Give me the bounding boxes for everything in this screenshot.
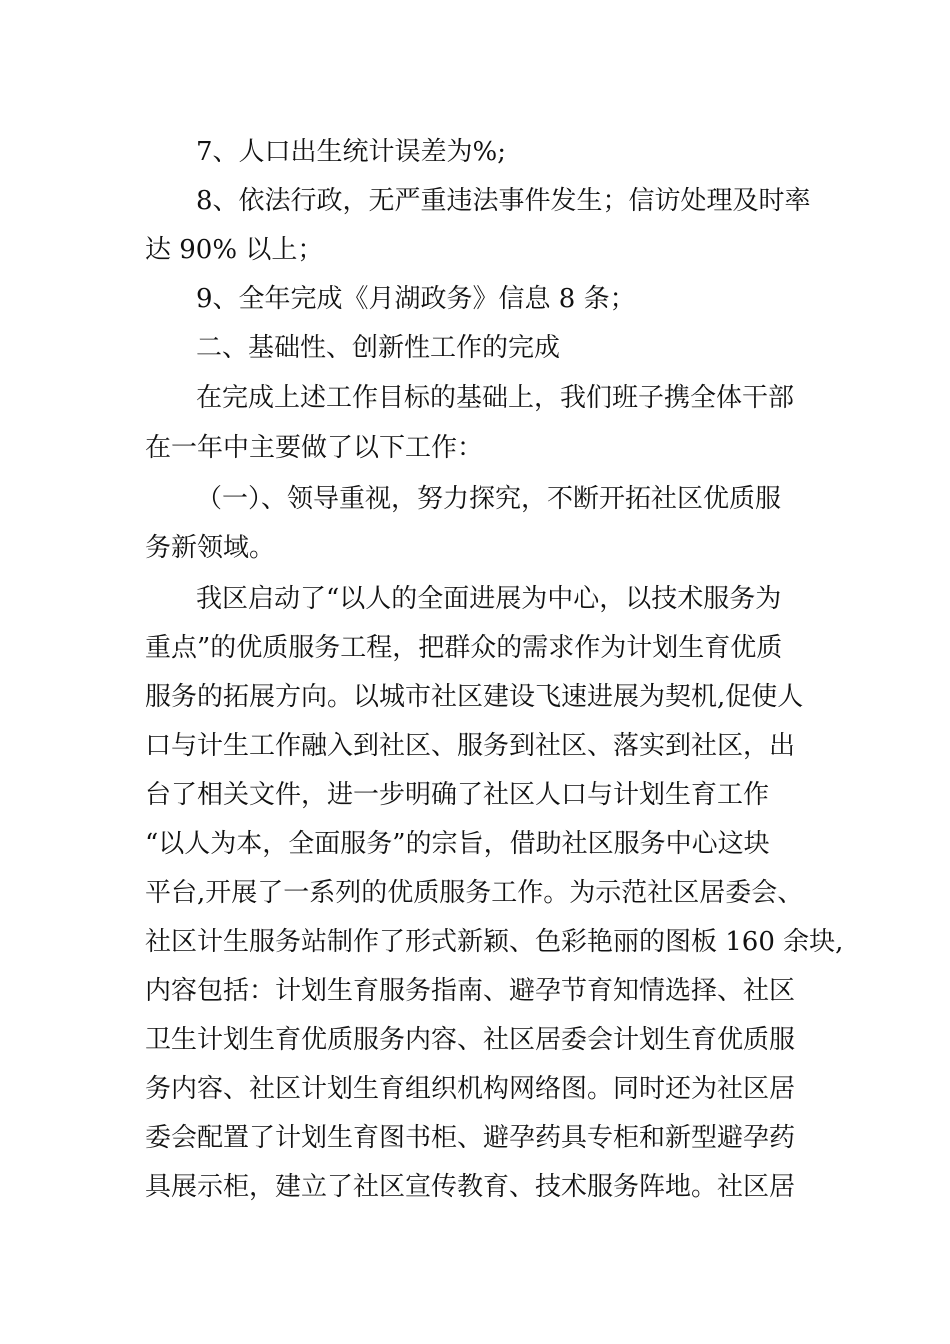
text-line: 台了相关文件，进一步明确了社区人口与计划生育工作 (145, 780, 770, 810)
text-line: 9、全年完成《月湖政务》信息 8 条； (196, 284, 636, 314)
subsection-heading: （一）、领导重视，努力探究，不断开拓社区优质服 (196, 484, 782, 514)
section-heading: 二、基础性、创新性工作的完成 (196, 333, 561, 363)
text-line: “以人为本，全面服务”的宗旨，借助社区服务中心这块 (145, 829, 770, 859)
subsection-heading: 务新领域。 (145, 533, 276, 563)
text-line: 平台,开展了一系列的优质服务工作。为示范社区居委会、 (145, 878, 804, 908)
text-line: 内容包括：计划生育服务指南、避孕节育知情选择、社区 (145, 976, 796, 1006)
text-line: 社区计生服务站制作了形式新颖、色彩艳丽的图板 160 余块, (145, 927, 844, 957)
text-line: 8、依法行政，无严重违法事件发生；信访处理及时率 (196, 186, 811, 216)
text-line: 口与计生工作融入到社区、服务到社区、落实到社区，出 (145, 731, 796, 761)
text-line: 在一年中主要做了以下工作： (145, 433, 484, 463)
text-line: 具展示柜，建立了社区宣传教育、技术服务阵地。社区居 (145, 1172, 796, 1202)
text-line: 务内容、社区计划生育组织机构网络图。同时还为社区居 (145, 1074, 796, 1104)
text-line: 委会配置了计划生育图书柜、避孕药具专柜和新型避孕药 (145, 1123, 796, 1153)
text-line: 在完成上述工作目标的基础上，我们班子携全体干部 (196, 383, 795, 413)
text-line: 达 90% 以上； (145, 235, 324, 265)
text-line: 重点”的优质服务工程，把群众的需求作为计划生育优质 (145, 633, 783, 663)
text-line: 我区启动了“以人的全面进展为中心，以技术服务为 (196, 584, 782, 614)
text-line: 服务的拓展方向。以城市社区建设飞速进展为契机,促使人 (145, 682, 804, 712)
text-line: 卫生计划生育优质服务内容、社区居委会计划生育优质服 (145, 1025, 796, 1055)
text-line: 7、人口出生统计误差为%; (196, 137, 507, 167)
